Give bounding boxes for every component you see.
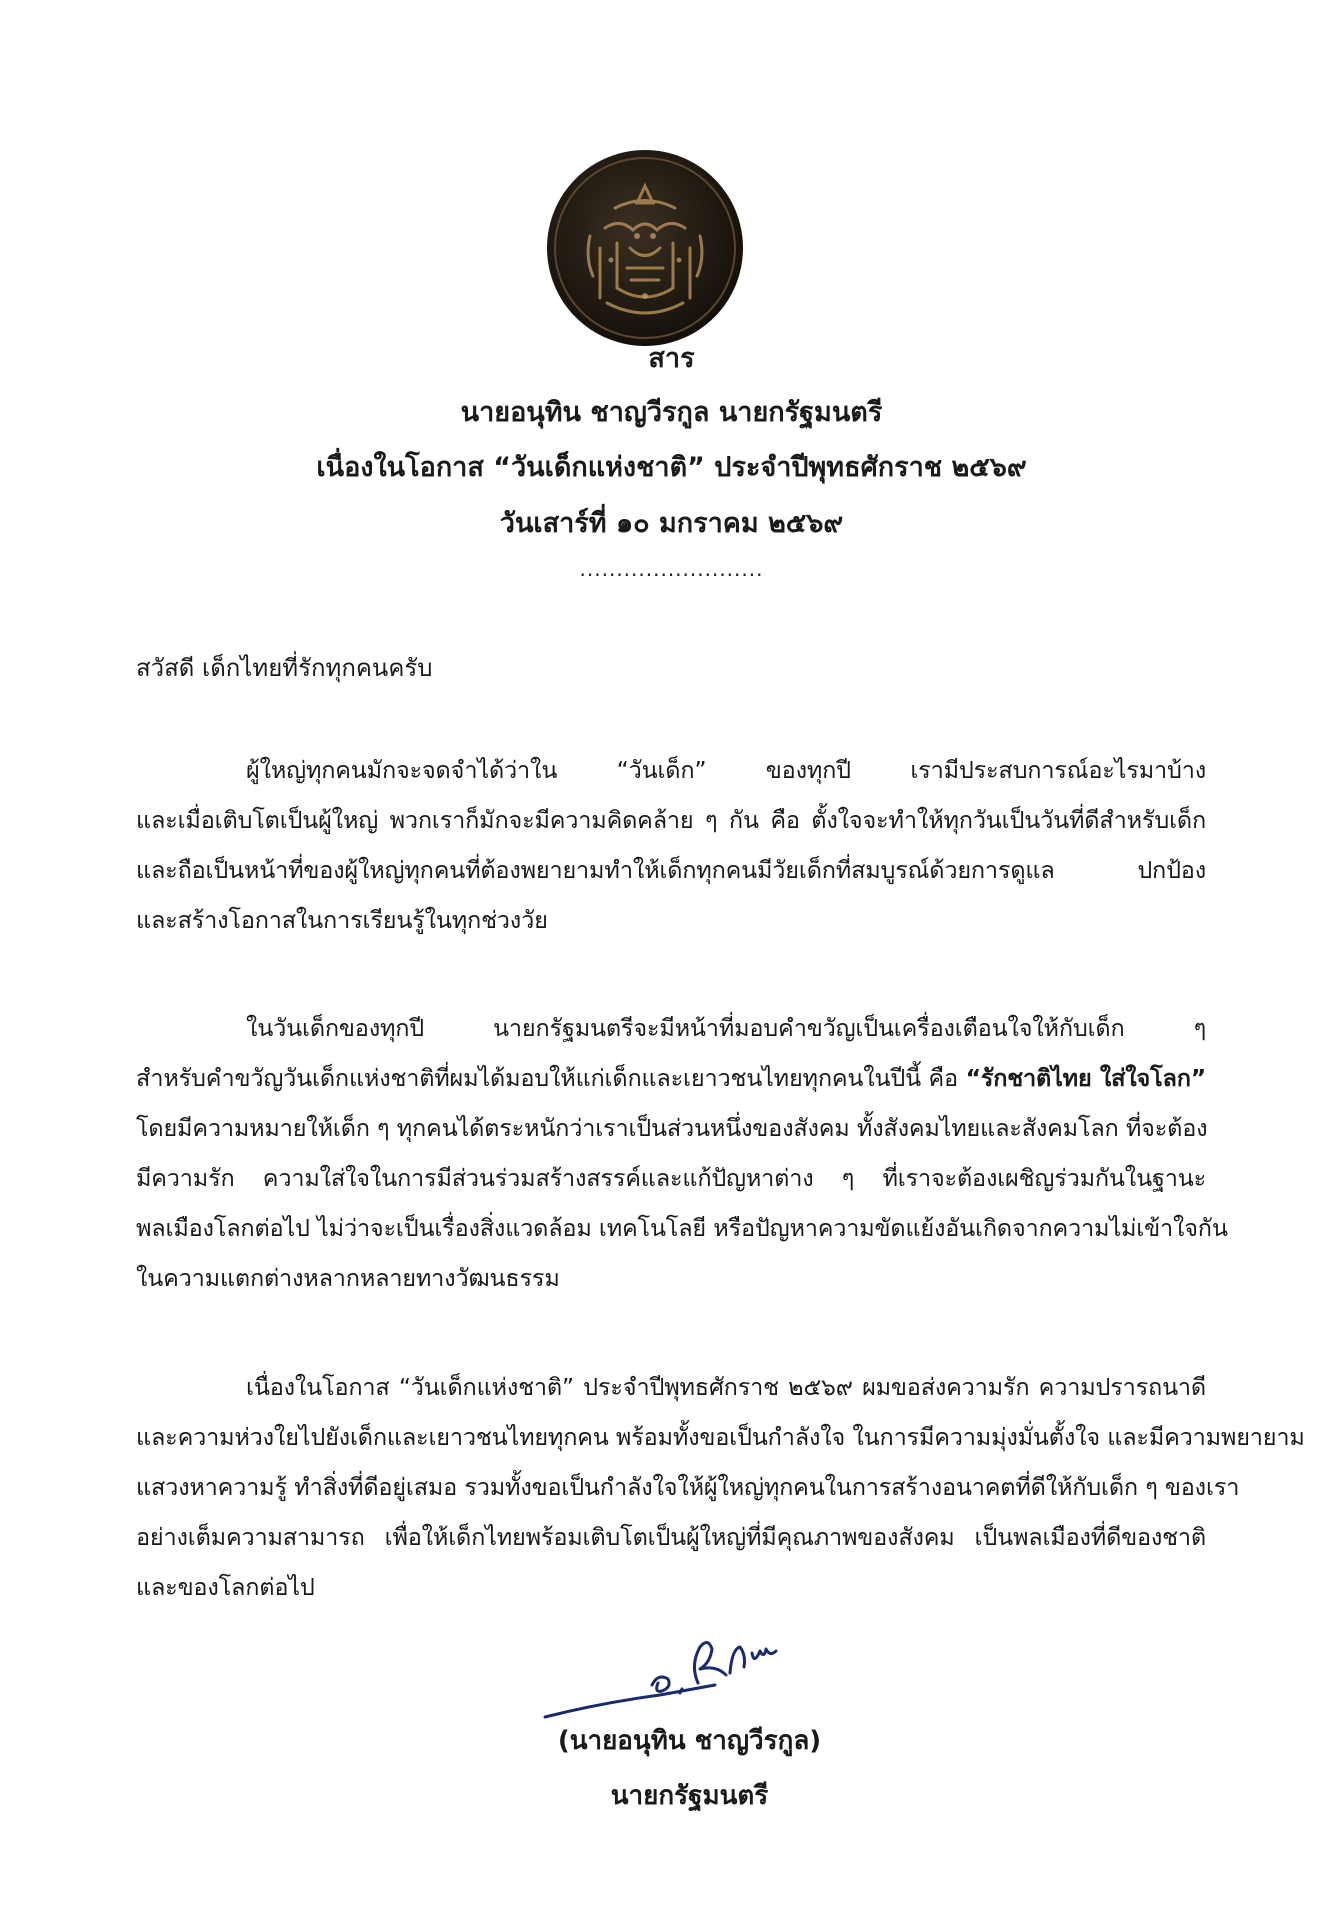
paragraph-line: และของโลกต่อไป [136,1573,315,1601]
paragraph-line: อย่างเต็มความสามารถ เพื่อให้เด็กไทยพร้อมเติบโตเป็นผู้ใหญ่ที่มีคุณภาพของสังคม เป็นพลเมืองที่ดีของชาติ [136,1523,1206,1551]
paragraph-line: พลเมืองโลกต่อไป ไม่ว่าจะเป็นเรื่องสิ่งแวดล้อม เทคโนโลยี หรือปัญหาความขัดแย้งอันเกิดจากความไม่เข้าใจกัน [136,1214,1228,1242]
paragraph-text: สำหรับคำขวัญวันเด็กแห่งชาติที่ผมได้มอบให้แก่เด็กและเยาวชนไทยทุกคนในปีนี้ คือ [136,1064,966,1092]
motto: “รักชาติไทย ใส่ใจโลก” [965,1064,1206,1092]
signatory-title: นายกรัฐมนตรี [610,1781,769,1811]
paragraph-line: เนื่องในโอกาส “วันเด็กแห่งชาติ” ประจำปีพุทธศักราช ๒๕๖๙ ผมขอส่งความรัก ความปรารถนาดี [246,1373,1206,1401]
header-line-3: เนื่องในโอกาส “วันเด็กแห่งชาติ” ประจำปีพุทธศักราช ๒๕๖๙ [316,452,1027,483]
paragraph-1 [136,745,1206,945]
paragraph-line: ผู้ใหญ่ทุกคนมักจะจดจำได้ว่าใน “วันเด็ก” ของทุกปี เรามีประสบการณ์อะไรมาบ้าง [246,756,1206,784]
paragraph-line: มีความรัก ความใส่ใจในการมีส่วนร่วมสร้างสรรค์และแก้ปัญหาต่าง ๆ ที่เราจะต้องเผชิญร่วมกันในฐานะ [136,1164,1206,1192]
paragraph-line: โดยมีความหมายให้เด็ก ๆ ทุกคนได้ตระหนักว่าเราเป็นส่วนหนึ่งของสังคม ทั้งสังคมไทยและสังคมโลก ที่จะต้อง [136,1114,1208,1142]
header-line-1: สาร [648,343,695,374]
header-line-4: วันเสาร์ที่ ๑๐ มกราคม ๒๕๖๙ [499,508,844,539]
paragraph-line: แสวงหาความรู้ ทำสิ่งที่ดีอยู่เสมอ รวมทั้งขอเป็นกำลังใจให้ผู้ใหญ่ทุกคนในการสร้างอนาคตที่ดีให้กับเด็ก ๆ ของเรา [136,1473,1240,1501]
paragraph-line: และถือเป็นหน้าที่ของผู้ใหญ่ทุกคนที่ต้องพยายามทำให้เด็กทุกคนมีวัยเด็กที่สมบูรณ์ด้วยการดูแล ปกป้อง [136,856,1206,884]
paragraph-line: และสร้างโอกาสในการเรียนรู้ในทุกช่วงวัย [136,906,548,934]
garuda-seal-icon [545,148,745,348]
header-line-2: นายอนุทิน ชาญวีรกูล นายกรัฐมนตรี [460,397,883,428]
signatory-name: (นายอนุทิน ชาญวีรกูล) [557,1726,822,1756]
paragraph-line: และความห่วงใยไปยังเด็กและเยาวชนไทยทุกคน พร้อมทั้งขอเป็นกำลังใจ ในการมีความมุ่งมั่นตั้งใจ และมีความพยายาม [136,1423,1305,1451]
paragraph-3 [136,1362,1305,1612]
paragraph-line: และเมื่อเติบโตเป็นผู้ใหญ่ พวกเราก็มักจะมีความคิดคล้าย ๆ กัน คือ ตั้งใจจะทำให้ทุกวันเป็นวันที่ดีสำหรับเด็ก [136,806,1206,834]
paragraph-line: ในความแตกต่างหลากหลายทางวัฒนธรรม [136,1264,560,1292]
greeting: สวัสดี เด็กไทยที่รักทุกคนครับ [136,654,433,682]
paragraph-2 [136,1003,1228,1303]
handwritten-signature-icon [540,1625,820,1725]
separator: ......................... [579,557,764,581]
paragraph-line [136,1053,1206,1103]
paragraph-line: ในวันเด็กของทุกปี นายกรัฐมนตรีจะมีหน้าที่มอบคำขวัญเป็นเครื่องเตือนใจให้กับเด็ก ๆ [246,1014,1206,1042]
